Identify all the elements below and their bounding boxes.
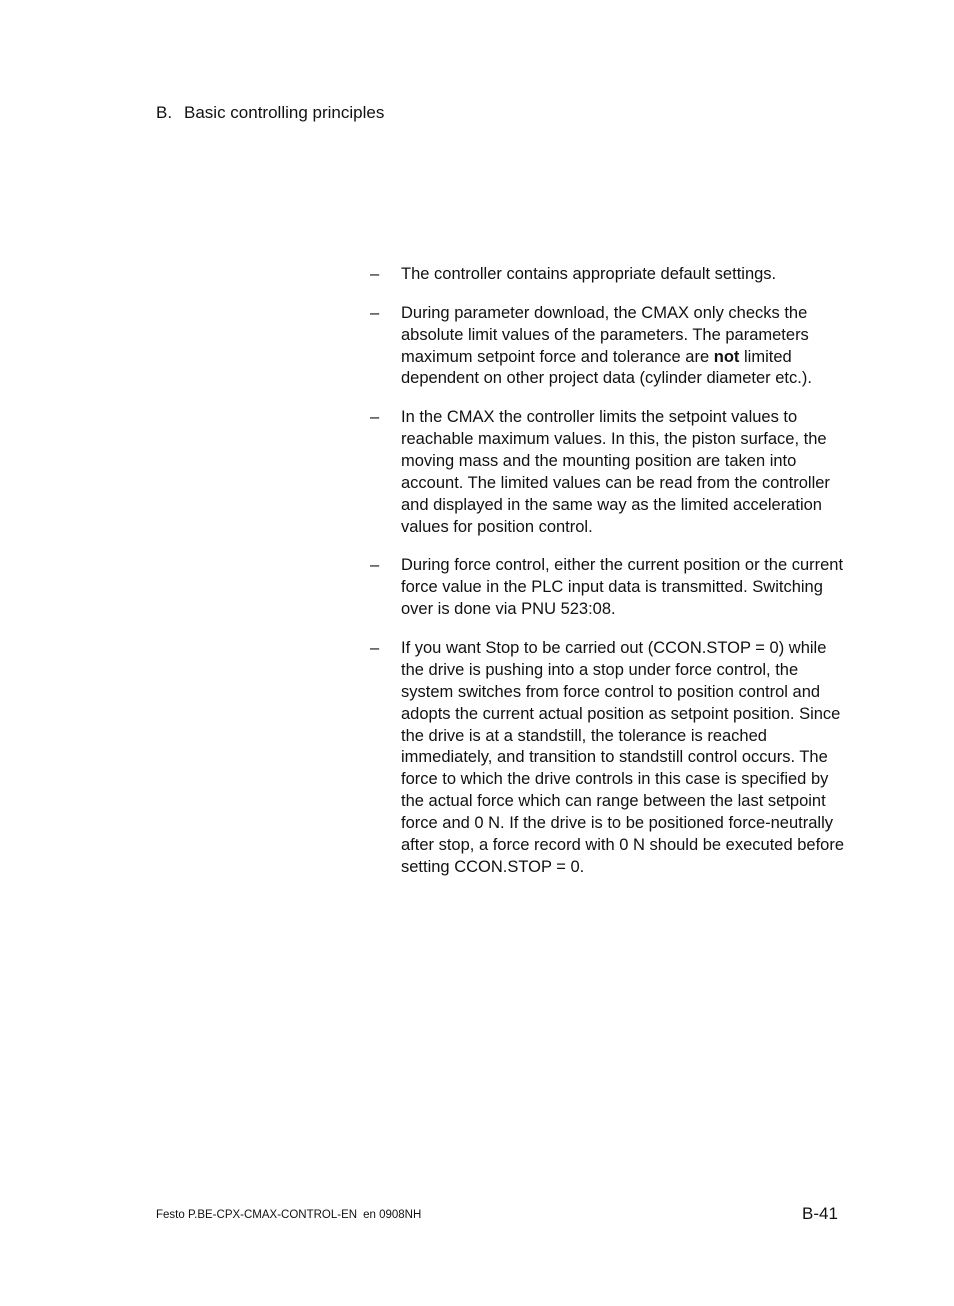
list-item [370,555,846,621]
bullet-text-part: limited dependent on other project data (cylinder diameter etc.). [401,347,812,388]
bullet-text: During force control, either the current position or the current force value in the PLC input data is transmitted. Switching over is done via PNU 523:08. [401,556,844,619]
bullet-text: If you want Stop to be carried out (CCON.STOP = 0) while the drive is pushing into a stop under force control, the system switches from force control to position control and adopts the current actual position as setpoint position. Since the drive is at a standstill, the tolerance is reached immediately, and transition to standstill control occurs. The force to which the drive controls in this case is specified by the actual force which can range between the last setpoint force and 0 N. If the drive is to be positioned force-neutrally after stop, a force record with 0 N should be executed before setting CCON.STOP = 0. [401,638,845,876]
footer-edition: en 0908NH [363,1209,422,1221]
bullet-dash: – [370,638,380,657]
bullet-text: In the CMAX the controller limits the setpoint values to reachable maximum values. In this, the piston surface, the moving mass and the mounting position are taken into account. The limited values can be read from the controller and displayed in the same way as the limited acceleration values for position control. [401,408,830,536]
bullet-text-part: During parameter download, the CMAX only checks the absolute limit values of the parameters. The parameters maximum setpoint force and tolerance are [401,303,809,366]
section-title: Basic controlling principles [184,103,385,122]
bullet-dash: – [370,556,380,575]
list-item [370,407,846,538]
list-item [370,264,846,286]
bullet-dash: – [370,265,380,283]
bullet-dash: – [370,408,380,427]
list-item [370,303,846,391]
bullet-dash: – [370,303,380,322]
footer-document: Festo P.BE-CPX-CMAX-CONTROL-EN [156,1209,358,1221]
page-number: B-41 [802,1204,838,1223]
list-item [370,638,846,879]
bullet-list [370,264,846,896]
bullet-text: The controller contains appropriate default settings. [401,265,777,283]
emphasis-not: not [713,347,740,366]
section-number: B. [156,103,173,122]
bullet-text [401,304,812,388]
footer-document-id [156,1207,421,1223]
section-header [156,102,384,124]
